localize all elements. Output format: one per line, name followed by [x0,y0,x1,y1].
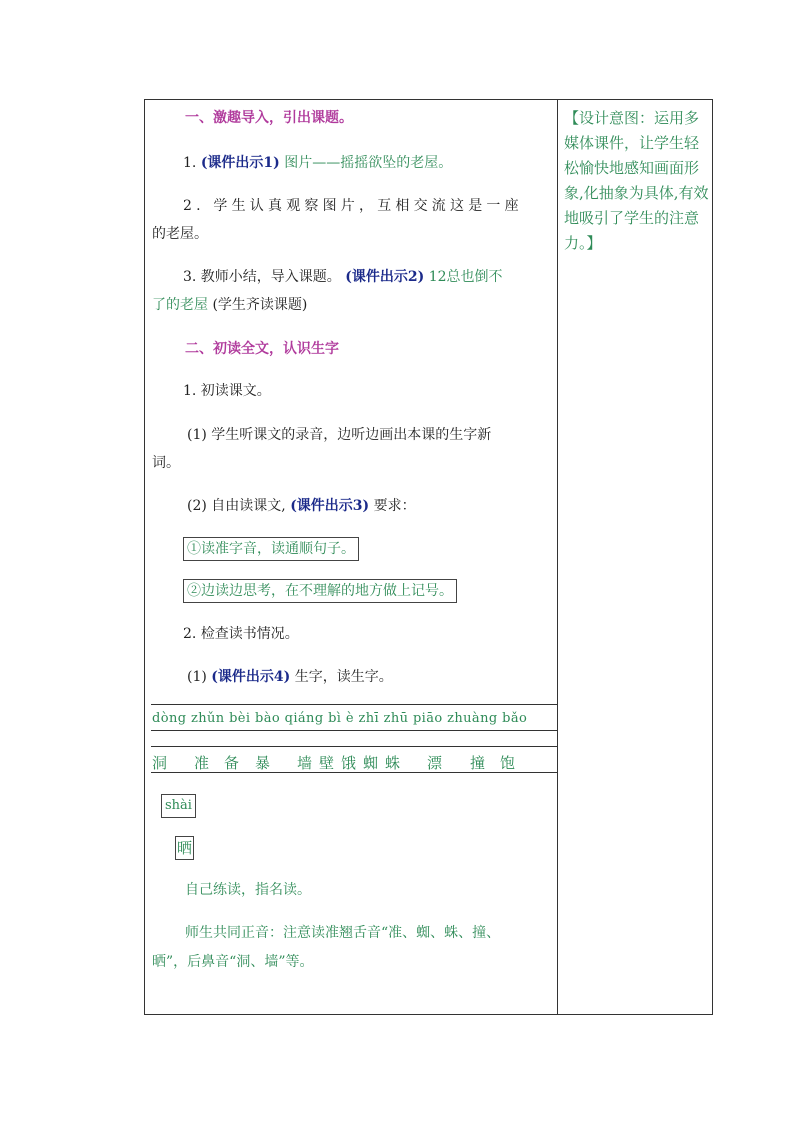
grid-line-mid2 [151,746,557,747]
char-cell: 洞 [152,754,168,772]
step-3-text: 3. 教师小结，导入课题。 [183,269,341,285]
task-1: 1. 初读课文。 [183,383,271,399]
step-1-num: 1. [183,155,197,171]
grid-line-mid1 [151,730,557,731]
step-3-note: (学生齐读课题) [212,297,308,313]
char-cell: 准 [194,754,210,772]
step-3-line2 [152,295,307,315]
extra-char-box: 晒 [175,836,194,860]
char-cell: 撞 [470,754,486,772]
task-1b [187,496,416,516]
char-cell: 备 [224,754,240,772]
task-2a-num: (1) [187,669,207,685]
task-1a-line2: 词。 [152,455,180,471]
task-1b-text: (2) 自由读课文, [187,498,286,514]
char-cell: 壁 [319,754,335,772]
grid-line-top [151,704,557,705]
lesson-plan-table [144,99,713,1015]
char-cell: 蜘 [363,754,379,772]
pronunciation-note-line1: 师生共同正音：注意读准翘舌音“准、蜘、蛛、撞、 [185,925,501,941]
char-cell: 暴 [255,754,271,772]
section-heading-2: 二、初读全文，认识生字 [185,341,339,357]
step-3-title-part1: 12总也倒不 [428,269,503,285]
task-1b-tag: (课件出示3) [290,498,370,514]
column-divider [557,100,558,1014]
grid-line-bottom [151,772,557,773]
pinyin-row: dòng zhǔn bèi bào qiáng bì è zhī zhū piāo zhuàng bǎo [152,711,528,726]
char-cell: 墙 [297,754,313,772]
char-cell: 饱 [500,754,516,772]
step-3-line1 [183,267,503,287]
step-3-title-part2: 了的老屋 [152,297,208,313]
char-cell: 漂 [427,754,443,772]
step-3-tag: (课件出示2) [345,269,425,285]
self-read-note: 自己练读，指名读。 [185,882,311,898]
task-2a-text: 生字，读生字。 [294,669,393,685]
task-1a-line1: (1) 学生听课文的录音，边听边画出本课的生字新 [187,427,492,443]
pronunciation-note-line2: 晒”，后鼻音“洞、墙”等。 [152,954,314,970]
step-1-tag: (课件出示1) [200,155,280,171]
step-1 [183,153,452,173]
char-cell: 饿 [341,754,357,772]
task-1b-post: 要求： [373,498,416,514]
requirement-1-box: ①读准字音，读通顺句子。 [183,537,359,561]
task-2: 2. 检查读书情况。 [183,626,299,642]
section-heading-1: 一、激趣导入，引出课题。 [185,110,353,126]
character-row [152,752,520,773]
char-cell: 蛛 [385,754,401,772]
task-2a-tag: (课件出示4) [211,669,291,685]
step-1-text: 图片——摇摇欲坠的老屋。 [284,155,453,171]
requirement-2-box: ②边读边思考，在不理解的地方做上记号。 [183,579,457,603]
step-2-line1: 2. 学生认真观察图片，互相交流这是一座 [183,198,523,214]
task-2a [187,667,393,687]
step-2-line2: 的老屋。 [152,226,208,242]
extra-pinyin-box: shài [161,794,196,818]
design-intent-note: 【设计意图：运用多媒体课件，让学生轻松愉快地感知画面形象,化抽象为具体,有效地吸引了学生的注意力。】 [564,109,709,252]
